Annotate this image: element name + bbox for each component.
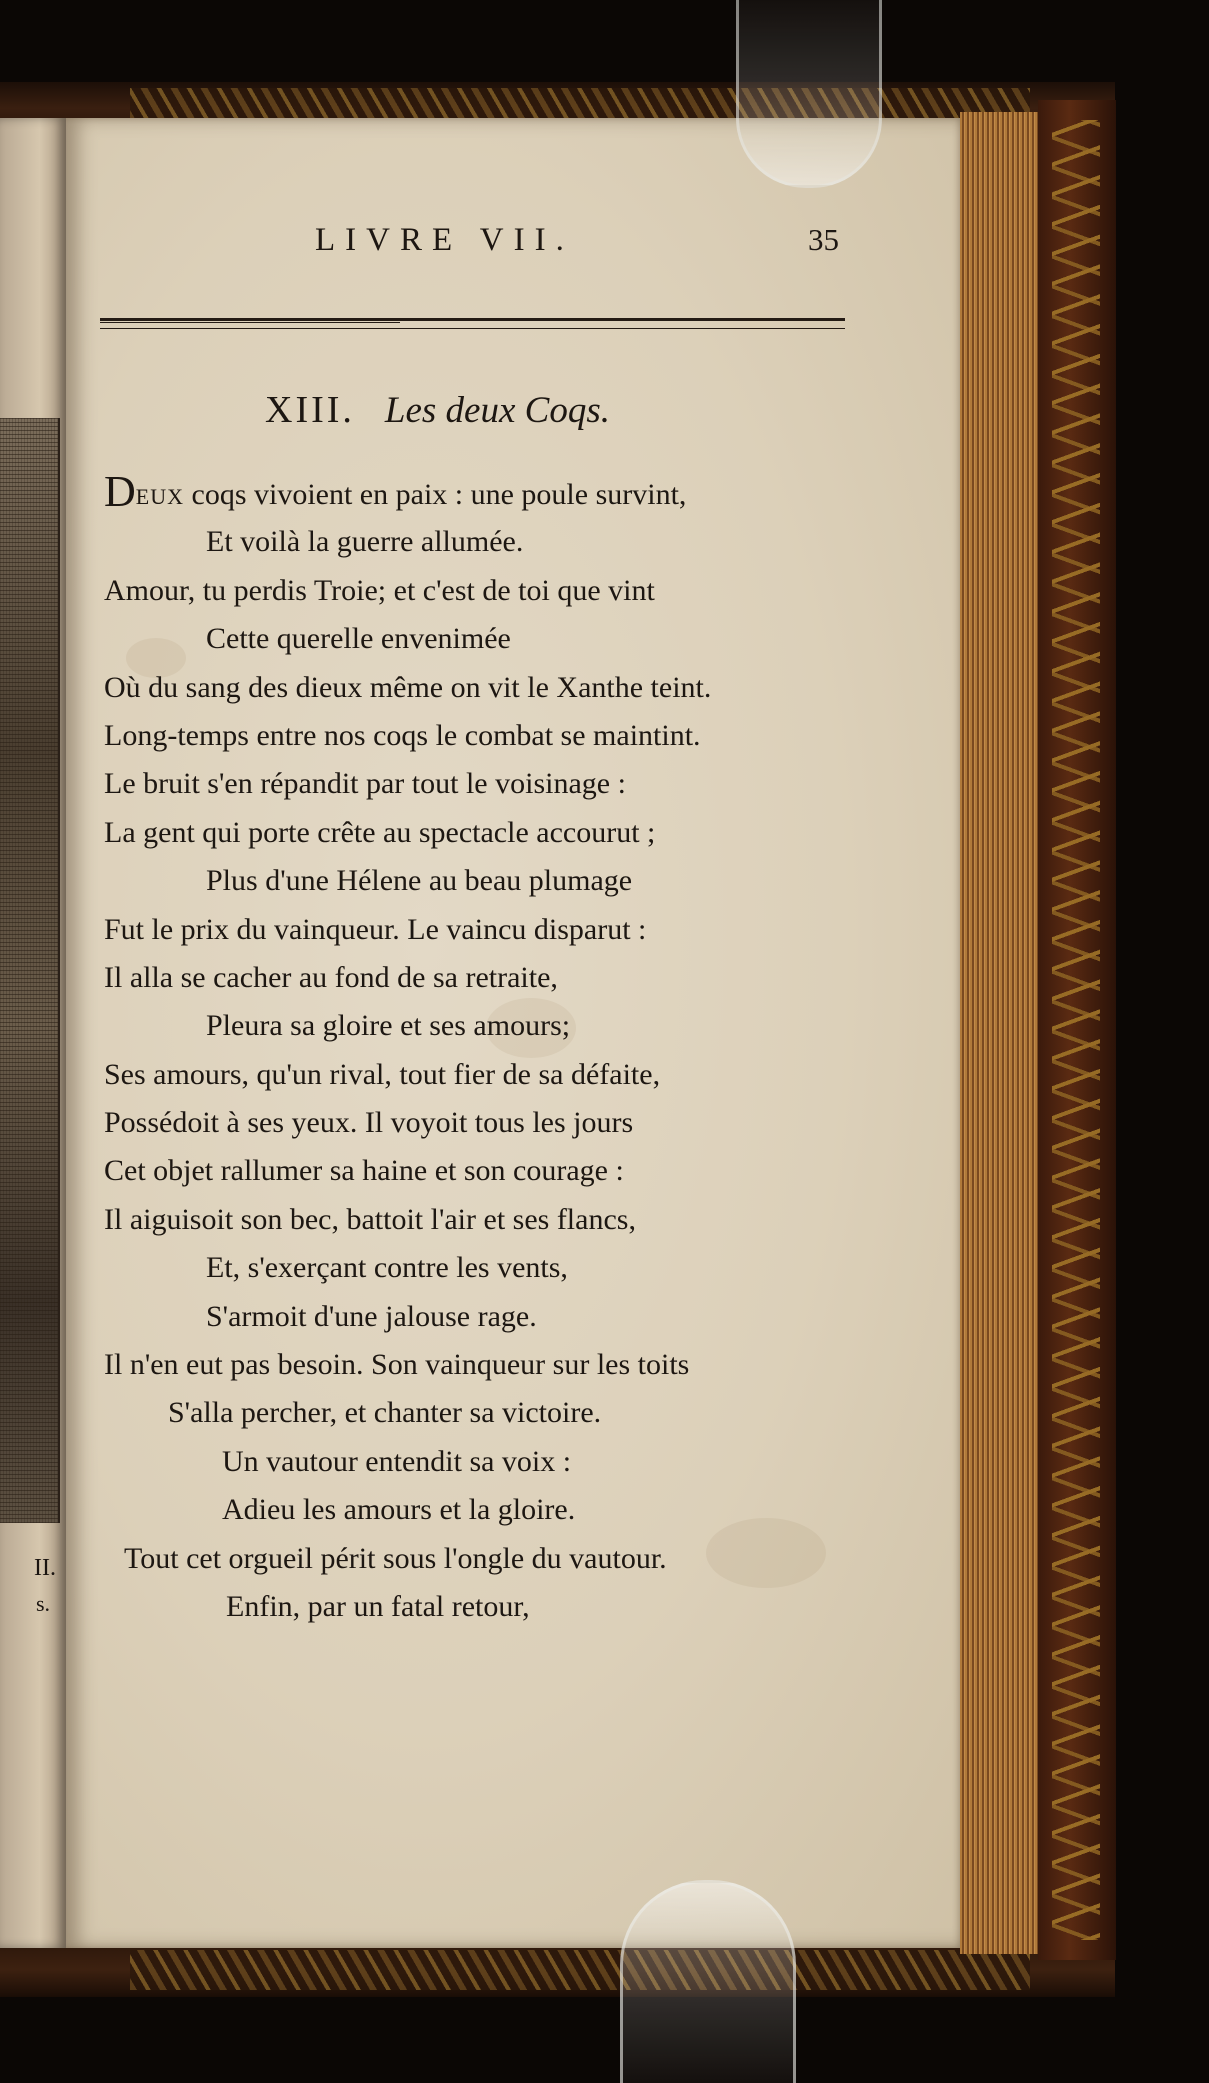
verse-line: S'alla percher, et chanter sa victoire. <box>168 1396 602 1430</box>
small-caps: EUX <box>135 484 184 509</box>
verse-line: Cette querelle envenimée <box>206 622 511 656</box>
verse-line: S'armoit d'une jalouse rage. <box>206 1299 537 1333</box>
verse-line: Ses amours, qu'un rival, tout fier de sa défaite, <box>104 1057 661 1091</box>
glass-page-weight <box>620 1880 796 2083</box>
verse-line: La gent qui porte crête au spectacle accourut ; <box>104 815 656 849</box>
left-page-fragment: II. <box>34 1555 56 1581</box>
page-number: 35 <box>808 222 839 257</box>
verse-line: Enfin, par un fatal retour, <box>226 1589 530 1623</box>
fable-verse <box>104 467 712 1631</box>
fable-number: XIII. <box>265 389 355 431</box>
verse-line: DEUX coqs vivoient en paix : une poule survint, <box>104 467 687 516</box>
foxing-spot <box>706 1518 826 1588</box>
verse-line: Long-temps entre nos coqs le combat se maintint. <box>104 718 701 752</box>
verse-line: Il aiguisoit son bec, battoit l'air et ses flancs, <box>104 1202 636 1236</box>
gilt-page-edges <box>960 112 1038 1954</box>
verse-line: Plus d'une Hélene au beau plumage <box>206 864 633 898</box>
verse-line: Où du sang des dieux même on vit le Xanthe teint. <box>104 670 712 704</box>
gilt-border-top <box>130 88 1030 122</box>
left-page-fragment: s. <box>36 1591 51 1616</box>
verse-line: Adieu les amours et la gloire. <box>222 1493 576 1527</box>
verse-line: Il n'en eut pas besoin. Son vainqueur sur les toits <box>104 1348 690 1382</box>
verse-line: Un vautour entendit sa voix : <box>222 1444 572 1478</box>
verse-line: Cet objet rallumer sa haine et son courage : <box>104 1154 624 1188</box>
verse-line: Pleura sa gloire et ses amours; <box>206 1009 571 1043</box>
initial-letter: D <box>104 467 136 516</box>
fable-title <box>265 388 610 432</box>
verse-line: Amour, tu perdis Troie; et c'est de toi que vint <box>104 573 655 607</box>
header-rule <box>100 318 845 329</box>
verse-line: Le bruit s'en répandit par tout le voisinage : <box>104 767 626 801</box>
engraving-illustration <box>0 418 60 1523</box>
fable-name: Les deux Coqs. <box>384 390 610 431</box>
verse-line: Tout cet orgueil périt sous l'ongle du vautour. <box>124 1541 667 1575</box>
verse-line: Et, s'exerçant contre les vents, <box>206 1251 568 1285</box>
running-head: LIVRE VII. <box>315 222 574 258</box>
verse-line: Possédoit à ses yeux. Il voyoit tous les jours <box>104 1106 634 1140</box>
gilt-border-bottom <box>130 1950 1030 1990</box>
left-facing-page <box>0 118 66 1948</box>
verse-line: Fut le prix du vainqueur. Le vaincu disparut : <box>104 912 647 946</box>
glass-page-weight <box>736 0 882 188</box>
verse-line: Il alla se cacher au fond de sa retraite, <box>104 960 558 994</box>
verse-line: Et voilà la guerre allumée. <box>206 525 524 559</box>
gilt-chain-tooling <box>1052 120 1100 1940</box>
